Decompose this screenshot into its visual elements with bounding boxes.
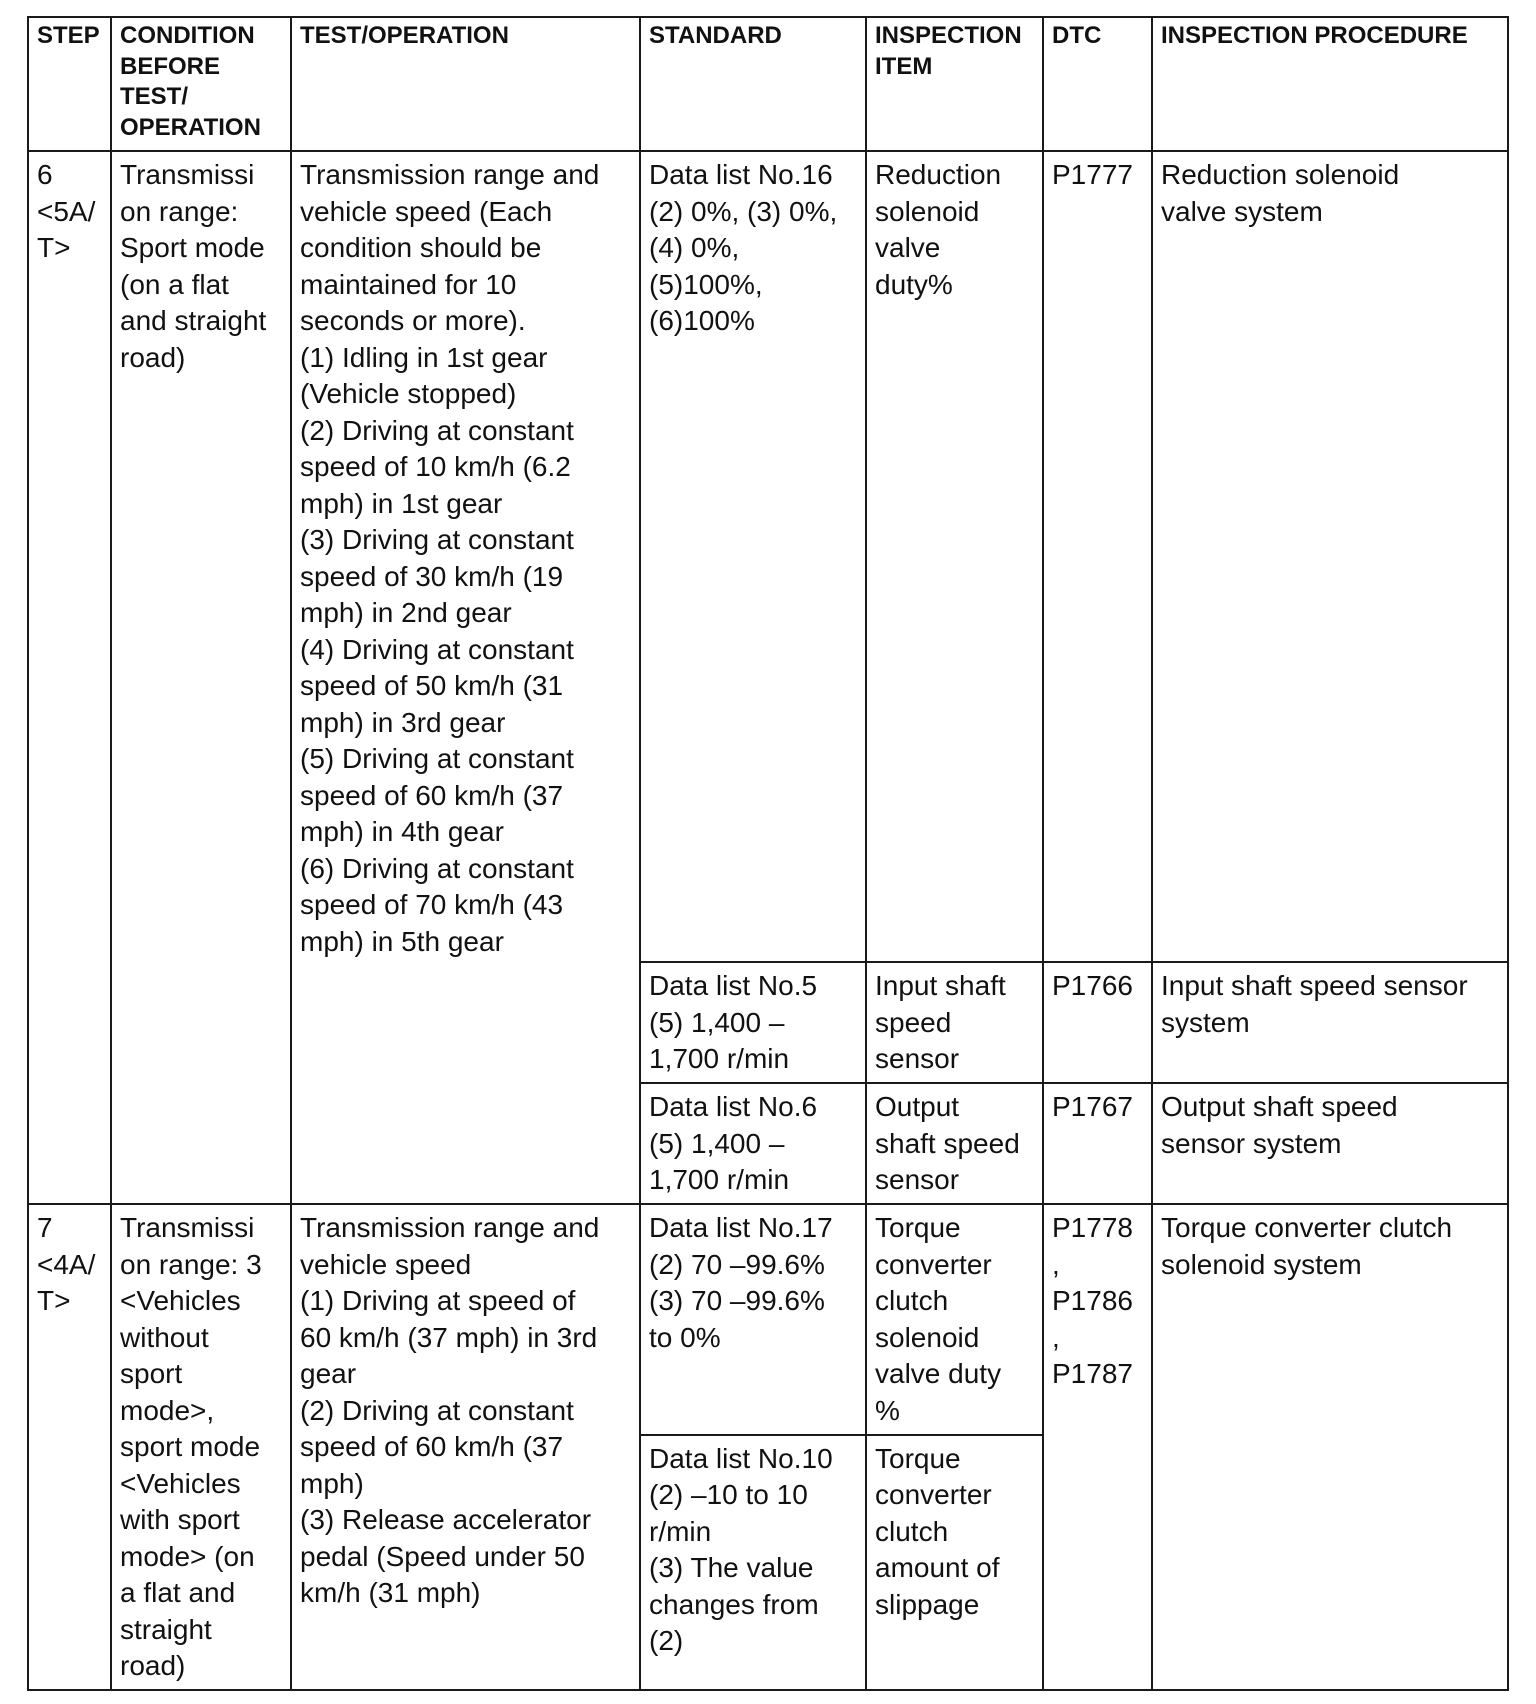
step-7-dtc: P1778 , P1786 , P1787 [1043,1204,1152,1690]
step-6-standard-output-shaft: Data list No.6 (5) 1,400 – 1,700 r/min [640,1083,866,1204]
step-7-item-clutch-slippage: Torque converter clutch amount of slippage [866,1435,1043,1690]
step-6-number: 6 <5A/ T> [28,151,111,1204]
step-6-dtc-reduction: P1777 [1043,151,1152,962]
step-7-standard-clutch-slippage: Data list No.10 (2) –10 to 10 r/min (3) The value changes from (2) [640,1435,866,1690]
step-6-item-input-shaft: Input shaft speed sensor [866,962,1043,1083]
header-row [28,17,1508,151]
step-6-dtc-input-shaft: P1766 [1043,962,1152,1083]
step-7-condition: Transmissi on range: 3 <Vehicles without sport mode>, sport mode <Vehicles with sport mode> (on a flat and straight road) [111,1204,291,1690]
inspection-table [27,16,1509,1691]
header-step: STEP [28,17,111,151]
table-row [28,1204,1508,1435]
step-6-procedure-reduction: Reduction solenoid valve system [1152,151,1508,962]
header-condition: CONDITION BEFORE TEST/ OPERATION [111,17,291,151]
step-7-item-clutch-duty: Torque converter clutch solenoid valve duty % [866,1204,1043,1435]
step-6-test-operation: Transmission range and vehicle speed (Each condition should be maintained for 10 seconds or more). (1) Idling in 1st gear (Vehicle stopped) (2) Driving at constant speed of 10 km/h (6.2 mph) in 1st gear (3) Driving at constant speed of 30 km/h (19 mph) in 2nd gear (4) Driving at constant speed of 50 km/h (31 mph) in 3rd gear (5) Driving at constant speed of 60 km/h (37 mph) in 4th gear (6) Driving at constant speed of 70 km/h (43 mph) in 5th gear [291,151,640,1204]
header-inspection-item: INSPECTION ITEM [866,17,1043,151]
step-7-standard-clutch-duty: Data list No.17 (2) 70 –99.6% (3) 70 –99.6% to 0% [640,1204,866,1435]
header-standard: STANDARD [640,17,866,151]
step-6-condition: Transmissi on range: Sport mode (on a flat and straight road) [111,151,291,1204]
step-6-dtc-output-shaft: P1767 [1043,1083,1152,1204]
header-inspection-procedure: INSPECTION PROCEDURE [1152,17,1508,151]
step-6-standard-input-shaft: Data list No.5 (5) 1,400 – 1,700 r/min [640,962,866,1083]
step-7-test-operation: Transmission range and vehicle speed (1) Driving at speed of 60 km/h (37 mph) in 3rd gear (2) Driving at constant speed of 60 km/h (37 mph) (3) Release accelerator pedal (Speed under 50 km/h (31 mph) [291,1204,640,1690]
header-test-operation: TEST/OPERATION [291,17,640,151]
step-7-procedure: Torque converter clutch solenoid system [1152,1204,1508,1690]
step-7-number: 7 <4A/ T> [28,1204,111,1690]
step-6-standard-reduction: Data list No.16 (2) 0%, (3) 0%, (4) 0%, (5)100%, (6)100% [640,151,866,962]
table-row [28,151,1508,962]
step-6-procedure-output-shaft: Output shaft speed sensor system [1152,1083,1508,1204]
step-6-procedure-input-shaft: Input shaft speed sensor system [1152,962,1508,1083]
step-6-item-reduction: Reduction solenoid valve duty% [866,151,1043,962]
header-dtc: DTC [1043,17,1152,151]
step-6-item-output-shaft: Output shaft speed sensor [866,1083,1043,1204]
